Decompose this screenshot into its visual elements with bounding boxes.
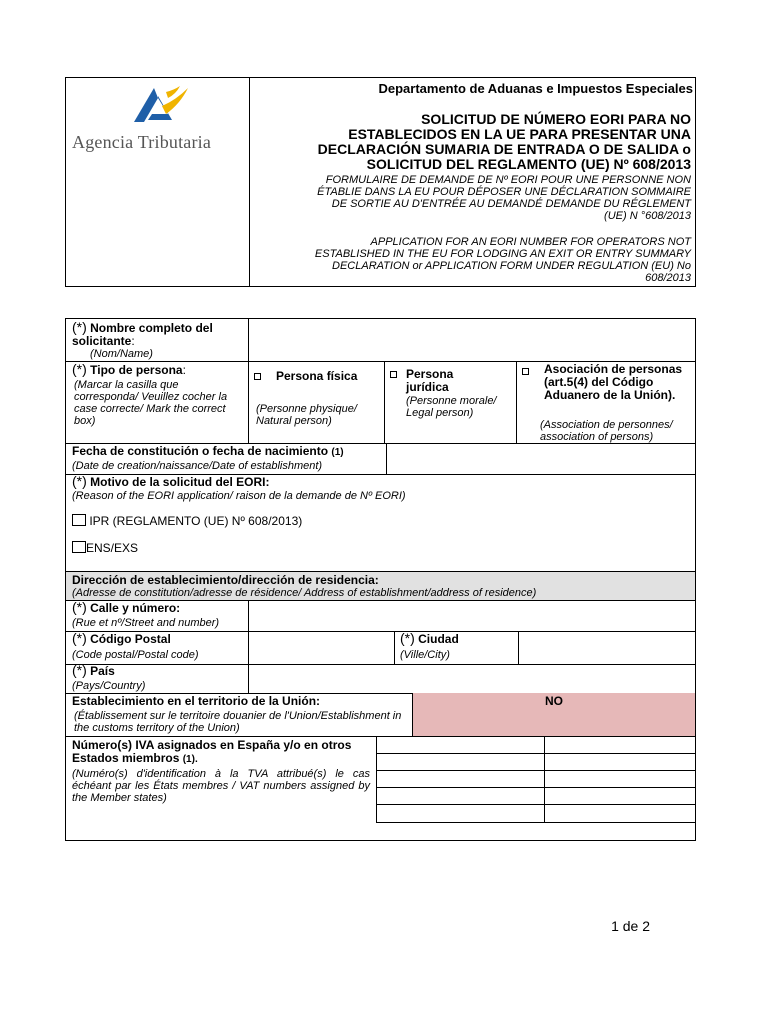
reason-ens-option[interactable] xyxy=(72,541,138,555)
person-type-label: Tipo de persona xyxy=(90,363,183,377)
postal-translation: (Code postal/Postal code) xyxy=(72,649,199,661)
reason-label: Motivo de la solicitud del EORI: xyxy=(90,475,270,489)
city-translation: (Ville/City) xyxy=(400,649,450,661)
required-mark: (*) xyxy=(72,361,87,377)
required-mark: (*) xyxy=(72,662,87,678)
form-title-fr: FORMULAIRE DE DEMANDE DE Nº EORI POUR UNE PERSONNE NON ÉTABLIE DANS LA EU POUR DÉPOSER UNE DÉCLARATION SOMMAIRE DE SORTIE AU D'ENTRÉE AU DEMANDÉ DEMANDE DU RÉGLEMENT (UE) N °608/2013 xyxy=(317,174,691,222)
agency-logo-icon xyxy=(72,84,244,130)
association-translation: (Association de personnes/ association of persons) xyxy=(540,419,673,443)
required-mark: (*) xyxy=(72,473,87,489)
ipr-checkbox[interactable] xyxy=(72,514,86,526)
street-translation: (Rue et nº/Street and number) xyxy=(72,617,220,629)
agency-logo xyxy=(72,84,244,154)
vat-note: (1). xyxy=(182,754,198,765)
vat-field-2a[interactable] xyxy=(377,754,543,769)
vat-field-1a[interactable] xyxy=(377,737,543,752)
required-mark: (*) xyxy=(72,630,87,646)
vat-translation: (Numéro(s) d'identification à la TVA attribué(s) le cas échéant par les États membres / VAT numbers assigned by the Member states) xyxy=(72,768,370,804)
vat-field-2b[interactable] xyxy=(545,754,694,769)
required-mark: (*) xyxy=(72,599,87,615)
header-box xyxy=(65,77,696,287)
ipr-label: IPR (REGLAMENTO (UE) Nº 608/2013) xyxy=(89,514,303,528)
street-label: Calle y número: xyxy=(90,601,181,615)
vat-field-3b[interactable] xyxy=(545,771,694,786)
reason-translation: (Reason of the EORI application/ raison de la demande de Nº EORI) xyxy=(72,490,406,502)
legal-person-label: Persona jurídica xyxy=(406,367,454,394)
vat-field-5a[interactable] xyxy=(377,805,543,821)
association-checkbox[interactable] xyxy=(522,368,529,375)
country-translation: (Pays/Country) xyxy=(72,680,146,692)
logo-text: Agencia Tributaria xyxy=(72,132,212,152)
date-field[interactable] xyxy=(388,444,694,473)
page-number: 1 de 2 xyxy=(611,918,650,934)
applicant-name-colon: : xyxy=(131,334,135,348)
street-field[interactable] xyxy=(250,601,694,630)
postal-field[interactable] xyxy=(250,632,392,663)
reason-ipr-option[interactable] xyxy=(72,514,302,528)
form-title-en: APPLICATION FOR AN EORI NUMBER FOR OPERATORS NOT ESTABLISHED IN THE EU FOR LODGING AN EXIT OR ENTRY SUMMARY DECLARATION or APPLICATION FORM UNDER REGULATION (EU) No 608/2013 xyxy=(314,236,691,284)
applicant-name-field[interactable] xyxy=(250,320,694,360)
address-label: Dirección de establecimiento/dirección de residencia: xyxy=(72,573,379,587)
ens-label: ENS/EXS xyxy=(86,541,139,555)
required-mark: (*) xyxy=(72,319,87,335)
ens-checkbox[interactable] xyxy=(72,541,86,553)
form-title-es: SOLICITUD DE NÚMERO EORI PARA NO ESTABLECIDOS EN LA UE PARA PRESENTAR UNA DECLARACIÓN SUMARIA DE ENTRADA O DE SALIDA o SOLICITUD DEL REGLAMENTO (UE) Nº 608/2013 xyxy=(317,111,691,172)
applicant-name-translation: (Nom/Name) xyxy=(90,348,153,360)
legal-person-translation: (Personne morale/ Legal person) xyxy=(406,395,497,419)
date-translation: (Date de creation/naissance/Date of establishment) xyxy=(72,460,323,472)
country-label: País xyxy=(90,664,115,678)
vat-field-1b[interactable] xyxy=(545,737,694,752)
vat-field-3a[interactable] xyxy=(377,771,543,786)
natural-person-label: Persona física xyxy=(276,369,358,383)
required-mark: (*) xyxy=(400,630,415,646)
department-name: Departamento de Aduanas e Impuestos Especiales xyxy=(378,81,693,96)
union-value: NO xyxy=(545,694,563,708)
address-section-header xyxy=(66,572,695,600)
association-option[interactable] xyxy=(520,363,694,443)
legal-person-option[interactable] xyxy=(388,365,514,439)
address-translation: (Adresse de constitution/adresse de résidence/ Address of establishment/address of residence) xyxy=(72,587,537,599)
vat-field-4a[interactable] xyxy=(377,788,543,803)
vat-label: Número(s) IVA asignados en España y/o en otros Estados miembros xyxy=(72,738,352,765)
vat-field-4b[interactable] xyxy=(545,788,694,803)
date-note: (1) xyxy=(331,447,344,458)
legal-person-checkbox[interactable] xyxy=(390,371,397,378)
city-label: Ciudad xyxy=(418,632,459,646)
natural-person-translation: (Personne physique/ Natural person) xyxy=(256,403,357,427)
vat-field-5b[interactable] xyxy=(545,805,694,821)
postal-label: Código Postal xyxy=(90,632,171,646)
person-type-colon: : xyxy=(182,363,186,377)
union-label: Establecimiento en el territorio de la Unión: xyxy=(72,694,321,708)
association-label: Asociación de personas (art.5(4) del Código Aduanero de la Unión). xyxy=(544,362,683,402)
person-type-translation: (Marcar la casilla que corresponda/ Veuillez cocher la case correcte/ Mark the correct box) xyxy=(74,379,228,427)
date-label: Fecha de constitución o fecha de nacimiento xyxy=(72,444,329,458)
union-value-cell xyxy=(413,693,695,736)
union-translation: (Établissement sur le territoire douanier de l'Union/Establishment in the customs territory of the Union) xyxy=(74,710,402,734)
natural-person-option[interactable] xyxy=(252,369,380,439)
eori-form xyxy=(65,318,696,841)
applicant-name-label: Nombre completo del solicitante xyxy=(72,321,213,348)
city-field[interactable] xyxy=(520,632,694,663)
natural-person-checkbox[interactable] xyxy=(254,373,261,380)
country-field[interactable] xyxy=(250,665,694,692)
